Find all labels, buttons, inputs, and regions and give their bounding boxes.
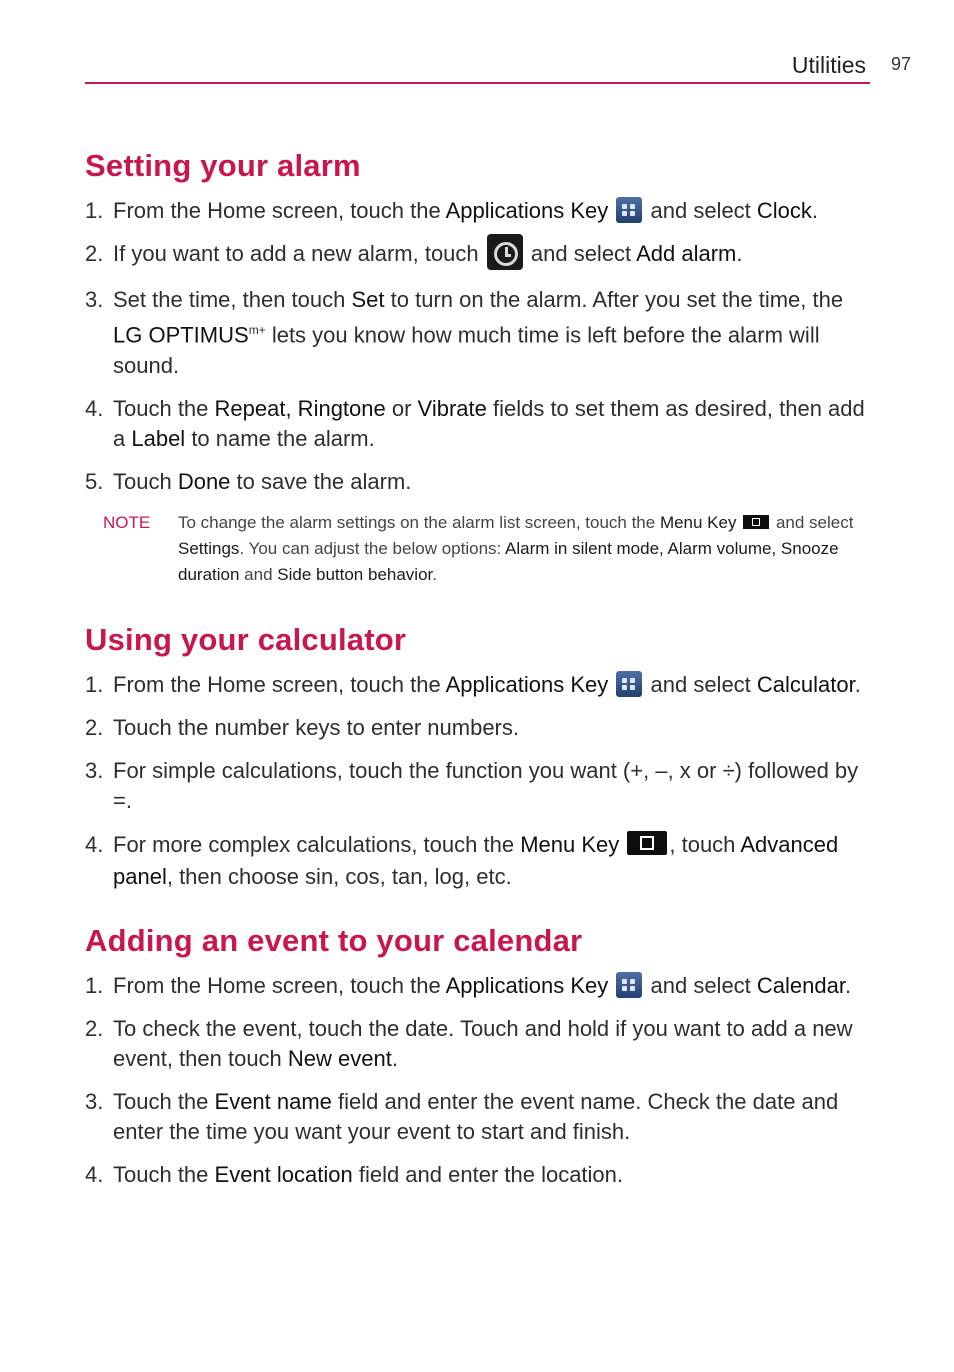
step-term: Applications Key [445,198,609,223]
step-text: Set the time, then touch [113,287,352,313]
note-term: Settings [178,538,240,558]
list-item [85,1160,875,1190]
list-item [85,394,875,454]
step-term: Applications Key [445,671,609,697]
alarm-clock-icon [487,234,523,270]
step-term: Add alarm [636,241,737,266]
step-text: Touch the [113,1161,215,1187]
step-text: Touch the [113,395,215,421]
alarm-steps [85,196,875,497]
step-text: If you want to add a new alarm, touch [113,241,485,266]
step-text: Touch [113,468,178,494]
list-item [85,285,875,380]
list-item [85,1014,875,1074]
note-text: and [239,564,278,584]
superscript: m+ [248,323,266,338]
step-term: New event [287,1045,392,1071]
step-term: Advanced panel [113,831,839,889]
note-term: Menu Key [659,512,737,532]
applications-key-icon [616,972,642,998]
step-text: and select [644,198,757,223]
step-text: to name the alarm. [185,425,375,451]
step-text: lets you know how much time is left before the alarm will sound. [113,322,820,378]
step-text: . [391,1045,398,1071]
note-block [85,510,875,588]
list-item [85,670,875,700]
step-number: 4. [85,395,104,421]
step-term: Done [177,468,231,494]
step-number: 2. [85,714,104,740]
menu-key-icon [627,831,667,855]
step-term: Vibrate [417,395,487,421]
step-number: 3. [85,287,104,313]
step-text: field and enter the event name. Check the date and enter the time you want your event to start and finish. [113,1088,839,1144]
step-number: 5. [85,468,104,494]
section-title: Utilities [791,52,866,78]
step-term: Calendar [756,972,845,998]
page-number: 97 [891,54,912,74]
step-text: and select [644,972,757,998]
list-item [85,239,875,270]
step-term: LG OPTIMUS [113,322,249,348]
step-term: Applications Key [445,972,609,998]
step-text: . [844,972,852,998]
step-text: For simple calculations, touch the function you want (+, –, x or ÷) followed by =. [113,757,859,813]
step-text: or [385,395,418,421]
calendar-steps [85,971,875,1190]
list-item [85,971,875,1001]
step-term: Set [351,287,385,313]
step-number: 4. [85,1161,104,1187]
step-term: Event name [214,1088,332,1114]
step-text: field and enter the location. [352,1161,624,1187]
calculator-heading: Using your calculator [85,621,407,657]
step-text: Touch the [113,1088,215,1114]
step-number: 4. [85,831,104,857]
applications-key-icon [616,671,642,697]
step-term: Menu Key [520,831,620,857]
step-term: Event location [214,1161,353,1187]
calculator-section [85,622,875,893]
calculator-steps [85,670,875,893]
step-number: 3. [85,757,104,783]
alarm-heading: Setting your alarm [85,148,361,183]
step-number: 2. [85,1015,104,1041]
note-term: Alarm in silent mode, Alarm volume, Snooze duration [178,538,839,584]
page-header [85,50,870,84]
step-text: and select [524,241,637,266]
step-text: For more complex calculations, touch the [113,831,521,857]
step-text: fields to set them as desired, then add a [113,395,865,451]
note-term: Side button behavior [277,564,433,584]
note-text: To change the alarm settings on the alarm list screen, touch the [178,512,660,532]
step-number: 3. [85,1088,104,1114]
page-content [85,148,875,1220]
list-item [85,829,875,893]
step-text: From the Home screen, touch the [113,972,446,998]
step-number: 1. [85,671,104,697]
calendar-section [85,923,875,1190]
list-item [85,196,875,226]
step-text: To check the event, touch the date. Touch and hold if you want to add a new event, then touch [113,1015,853,1071]
menu-key-icon [743,515,769,529]
step-text: . [736,241,743,266]
note-label: NOTE [103,512,151,532]
list-item [85,467,875,497]
list-item [85,756,875,816]
applications-key-icon [616,197,642,223]
alarm-section [85,148,875,588]
step-term: Label [131,425,186,451]
step-number: 1. [85,972,104,998]
step-text: . [854,671,861,697]
step-text: From the Home screen, touch the [113,198,446,223]
step-text: to save the alarm. [230,468,412,494]
step-term: Calculator [756,671,855,697]
step-text: to turn on the alarm. After you set the time, the [384,287,844,313]
note-text: . You can adjust the below options: [239,538,506,558]
step-text: and select [644,671,757,697]
step-number: 2. [85,241,104,266]
step-term: Clock [756,198,812,223]
note-text: and select [771,512,854,532]
step-text: , then choose sin, cos, tan, log, etc. [166,863,512,889]
step-text: . [811,198,819,223]
step-term: Repeat, Ringtone [214,395,386,421]
list-item [85,713,875,743]
list-item [85,1087,875,1147]
step-number: 1. [85,198,104,223]
step-text: Touch the number keys to enter numbers. [113,714,519,740]
calendar-heading: Adding an event to your calendar [85,922,583,958]
step-text: From the Home screen, touch the [113,671,446,697]
step-text: , touch [669,831,741,857]
note-text: . [432,564,437,584]
